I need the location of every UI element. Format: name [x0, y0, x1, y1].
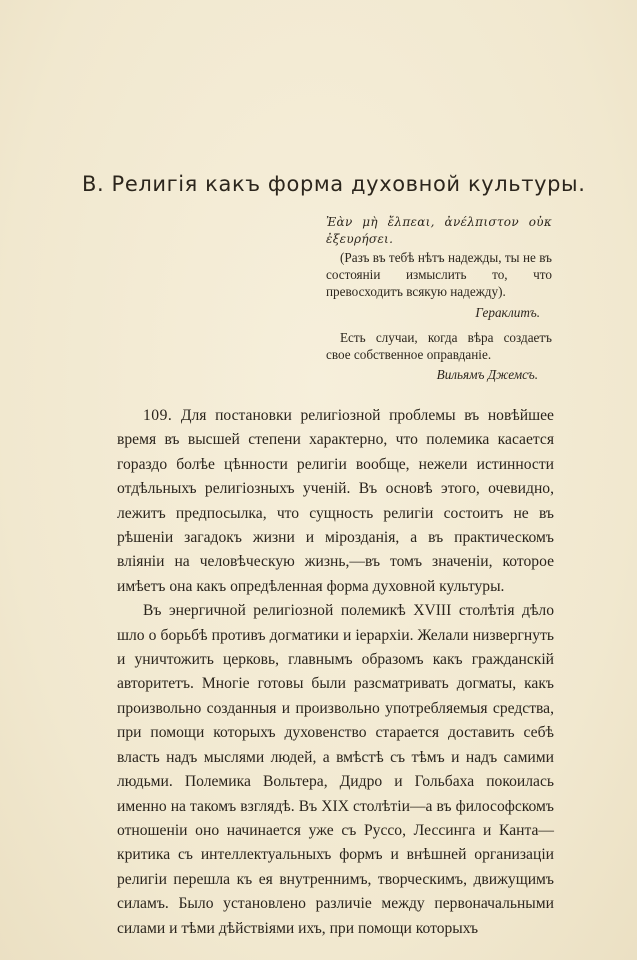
- epigraph-translation: (Разъ въ тебѣ нѣтъ надежды, ты не въ состояніи измыслить то, что превосходитъ всякую надежду).: [326, 250, 552, 299]
- paragraph-text: Для постановки религіозной проблемы въ новѣйшее время въ высшей степени характерно, что полемика касается гораздо болѣе цѣнности религіи вообще, нежели истинности отдѣльныхъ религіозныхъ ученій. Въ основѣ этого, очевидно, лежитъ предпосылка, что сущность религіи состоитъ не въ рѣшеніи загадокъ жизни и мірозданія, а въ практическомъ вліяніи на человѣческую жизнь,—въ томъ значеніи, которое имѣетъ она какъ опредѣленная форма духовной культуры.: [117, 407, 554, 595]
- body-text: [117, 404, 554, 941]
- paragraph-number: 109.: [143, 407, 173, 424]
- epigraph-james: [326, 329, 552, 383]
- epigraph-quote: Есть случаи, когда вѣра создаетъ свое собственное оправданіе.: [326, 330, 552, 362]
- epigraph-heraclitus: [326, 214, 552, 321]
- paragraph: [117, 599, 554, 941]
- section-heading: B. Религія какъ форма духовной культуры.: [82, 172, 586, 196]
- paragraph: [117, 404, 554, 599]
- epigraph-author: Вильямъ Джемсъ.: [436, 367, 538, 382]
- epigraph-author: Гераклитъ.: [475, 305, 540, 320]
- epigraph-greek-quote: Ἐὰν μὴ ἔλπεαι, ἀνέλπιστον οὐκ ἐξευρήσει.: [326, 215, 552, 246]
- paragraph-text: Въ энергичной религіозной полемикѣ XVIII столѣтія дѣло шло о борьбѣ противъ догматики и іерархіи. Желали низвергнуть и уничтожить церковь, главнымъ образомъ какъ гражданскій авторитетъ. Многіе готовы были разсматривать догматы, какъ произвольно созданныя и произвольно употребляемыя средства, при помощи которыхъ духовенство старается доставить себѣ власть надъ мыслями людей, а вмѣстѣ съ тѣмъ и надъ самими людьми. Полемика Вольтера, Дидро и Гольбаха покоилась именно на такомъ взглядѣ. Въ XIX столѣтіи—а въ философскомъ отношеніи оно начинается уже съ Руссо, Лессинга и Канта—критика съ интеллектуальныхъ формъ и внѣшней организаціи религіи перешла къ ея внутреннимъ, творческимъ, движущимъ силамъ. Было установлено различіе между первоначальными силами и тѣми дѣйствіями ихъ, при помощи которыхъ: [117, 602, 554, 937]
